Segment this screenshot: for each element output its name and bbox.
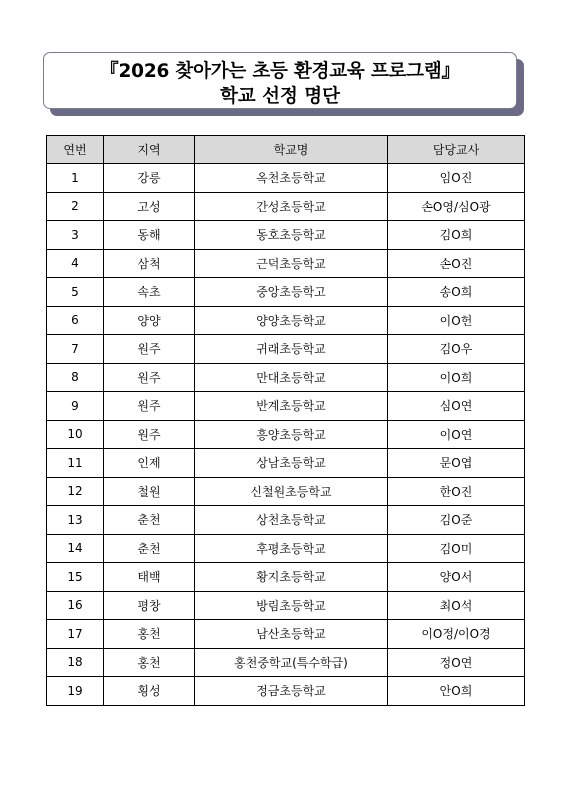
table-body xyxy=(47,164,525,706)
cell-number: 19 xyxy=(47,677,104,706)
cell-number: 12 xyxy=(47,477,104,506)
cell-teacher: 김O희 xyxy=(388,221,525,250)
cell-teacher: 김O우 xyxy=(388,335,525,364)
cell-region: 양양 xyxy=(104,306,195,335)
cell-number: 6 xyxy=(47,306,104,335)
cell-school-name: 옥천초등학교 xyxy=(195,164,388,193)
table-row xyxy=(47,591,525,620)
header-teacher: 담당교사 xyxy=(388,136,525,164)
table-row xyxy=(47,677,525,706)
cell-region: 평창 xyxy=(104,591,195,620)
school-list-table xyxy=(46,135,525,706)
cell-school-name: 만대초등학교 xyxy=(195,363,388,392)
table-row xyxy=(47,221,525,250)
cell-region: 원주 xyxy=(104,335,195,364)
cell-teacher: 정O연 xyxy=(388,648,525,677)
cell-number: 17 xyxy=(47,620,104,649)
cell-region: 태백 xyxy=(104,563,195,592)
cell-school-name: 정금초등학교 xyxy=(195,677,388,706)
cell-number: 18 xyxy=(47,648,104,677)
cell-teacher: 손O진 xyxy=(388,249,525,278)
cell-teacher: 손O영/심O광 xyxy=(388,192,525,221)
cell-school-name: 홍천중학교(특수학급) xyxy=(195,648,388,677)
cell-region: 원주 xyxy=(104,363,195,392)
cell-teacher: 이O연 xyxy=(388,420,525,449)
cell-region: 횡성 xyxy=(104,677,195,706)
table-header-row xyxy=(47,136,525,164)
cell-school-name: 귀래초등학교 xyxy=(195,335,388,364)
cell-school-name: 후평초등학교 xyxy=(195,534,388,563)
cell-region: 원주 xyxy=(104,392,195,421)
table-row xyxy=(47,420,525,449)
cell-teacher: 안O희 xyxy=(388,677,525,706)
cell-school-name: 남산초등학교 xyxy=(195,620,388,649)
cell-region: 동해 xyxy=(104,221,195,250)
cell-teacher: 김O미 xyxy=(388,534,525,563)
cell-number: 1 xyxy=(47,164,104,193)
cell-school-name: 황지초등학교 xyxy=(195,563,388,592)
cell-region: 홍천 xyxy=(104,648,195,677)
cell-teacher: 이O정/이O경 xyxy=(388,620,525,649)
cell-school-name: 흥양초등학교 xyxy=(195,420,388,449)
table-row xyxy=(47,392,525,421)
cell-number: 13 xyxy=(47,506,104,535)
table-row xyxy=(47,249,525,278)
cell-number: 16 xyxy=(47,591,104,620)
table-row xyxy=(47,335,525,364)
cell-region: 홍천 xyxy=(104,620,195,649)
cell-number: 14 xyxy=(47,534,104,563)
table-row xyxy=(47,620,525,649)
cell-number: 15 xyxy=(47,563,104,592)
cell-number: 2 xyxy=(47,192,104,221)
document-title: 『2026 찾아가는 초등 환경교육 프로그램』 xyxy=(100,61,460,82)
cell-number: 4 xyxy=(47,249,104,278)
cell-school-name: 상천초등학교 xyxy=(195,506,388,535)
table-row xyxy=(47,278,525,307)
table-row xyxy=(47,534,525,563)
cell-number: 10 xyxy=(47,420,104,449)
cell-region: 인제 xyxy=(104,449,195,478)
cell-teacher: 임O진 xyxy=(388,164,525,193)
cell-school-name: 반계초등학교 xyxy=(195,392,388,421)
cell-school-name: 상남초등학교 xyxy=(195,449,388,478)
cell-region: 삼척 xyxy=(104,249,195,278)
table-row xyxy=(47,477,525,506)
cell-school-name: 동호초등학교 xyxy=(195,221,388,250)
header-region: 지역 xyxy=(104,136,195,164)
table-row xyxy=(47,306,525,335)
cell-region: 철원 xyxy=(104,477,195,506)
table-row xyxy=(47,192,525,221)
cell-teacher: 한O진 xyxy=(388,477,525,506)
cell-teacher: 양O서 xyxy=(388,563,525,592)
cell-school-name: 양양초등학교 xyxy=(195,306,388,335)
cell-teacher: 이O희 xyxy=(388,363,525,392)
cell-number: 7 xyxy=(47,335,104,364)
cell-teacher: 김O준 xyxy=(388,506,525,535)
cell-teacher: 심O연 xyxy=(388,392,525,421)
table-row xyxy=(47,506,525,535)
cell-teacher: 이O헌 xyxy=(388,306,525,335)
cell-number: 3 xyxy=(47,221,104,250)
cell-number: 8 xyxy=(47,363,104,392)
document-subtitle: 학교 선정 명단 xyxy=(219,86,341,107)
table-row xyxy=(47,164,525,193)
cell-region: 춘천 xyxy=(104,534,195,563)
cell-teacher: 송O희 xyxy=(388,278,525,307)
cell-school-name: 중앙초등학고 xyxy=(195,278,388,307)
table-row xyxy=(47,363,525,392)
cell-school-name: 간성초등학교 xyxy=(195,192,388,221)
table-row xyxy=(47,449,525,478)
header-number: 연번 xyxy=(47,136,104,164)
header-school-name: 학교명 xyxy=(195,136,388,164)
title-box xyxy=(43,52,517,109)
cell-region: 고성 xyxy=(104,192,195,221)
cell-region: 춘천 xyxy=(104,506,195,535)
cell-number: 5 xyxy=(47,278,104,307)
cell-school-name: 근덕초등학교 xyxy=(195,249,388,278)
table-row xyxy=(47,648,525,677)
cell-school-name: 방림초등학교 xyxy=(195,591,388,620)
cell-region: 강릉 xyxy=(104,164,195,193)
cell-number: 9 xyxy=(47,392,104,421)
cell-region: 속초 xyxy=(104,278,195,307)
cell-region: 원주 xyxy=(104,420,195,449)
table-row xyxy=(47,563,525,592)
cell-teacher: 최O석 xyxy=(388,591,525,620)
cell-number: 11 xyxy=(47,449,104,478)
cell-teacher: 문O엽 xyxy=(388,449,525,478)
cell-school-name: 신철원초등학교 xyxy=(195,477,388,506)
